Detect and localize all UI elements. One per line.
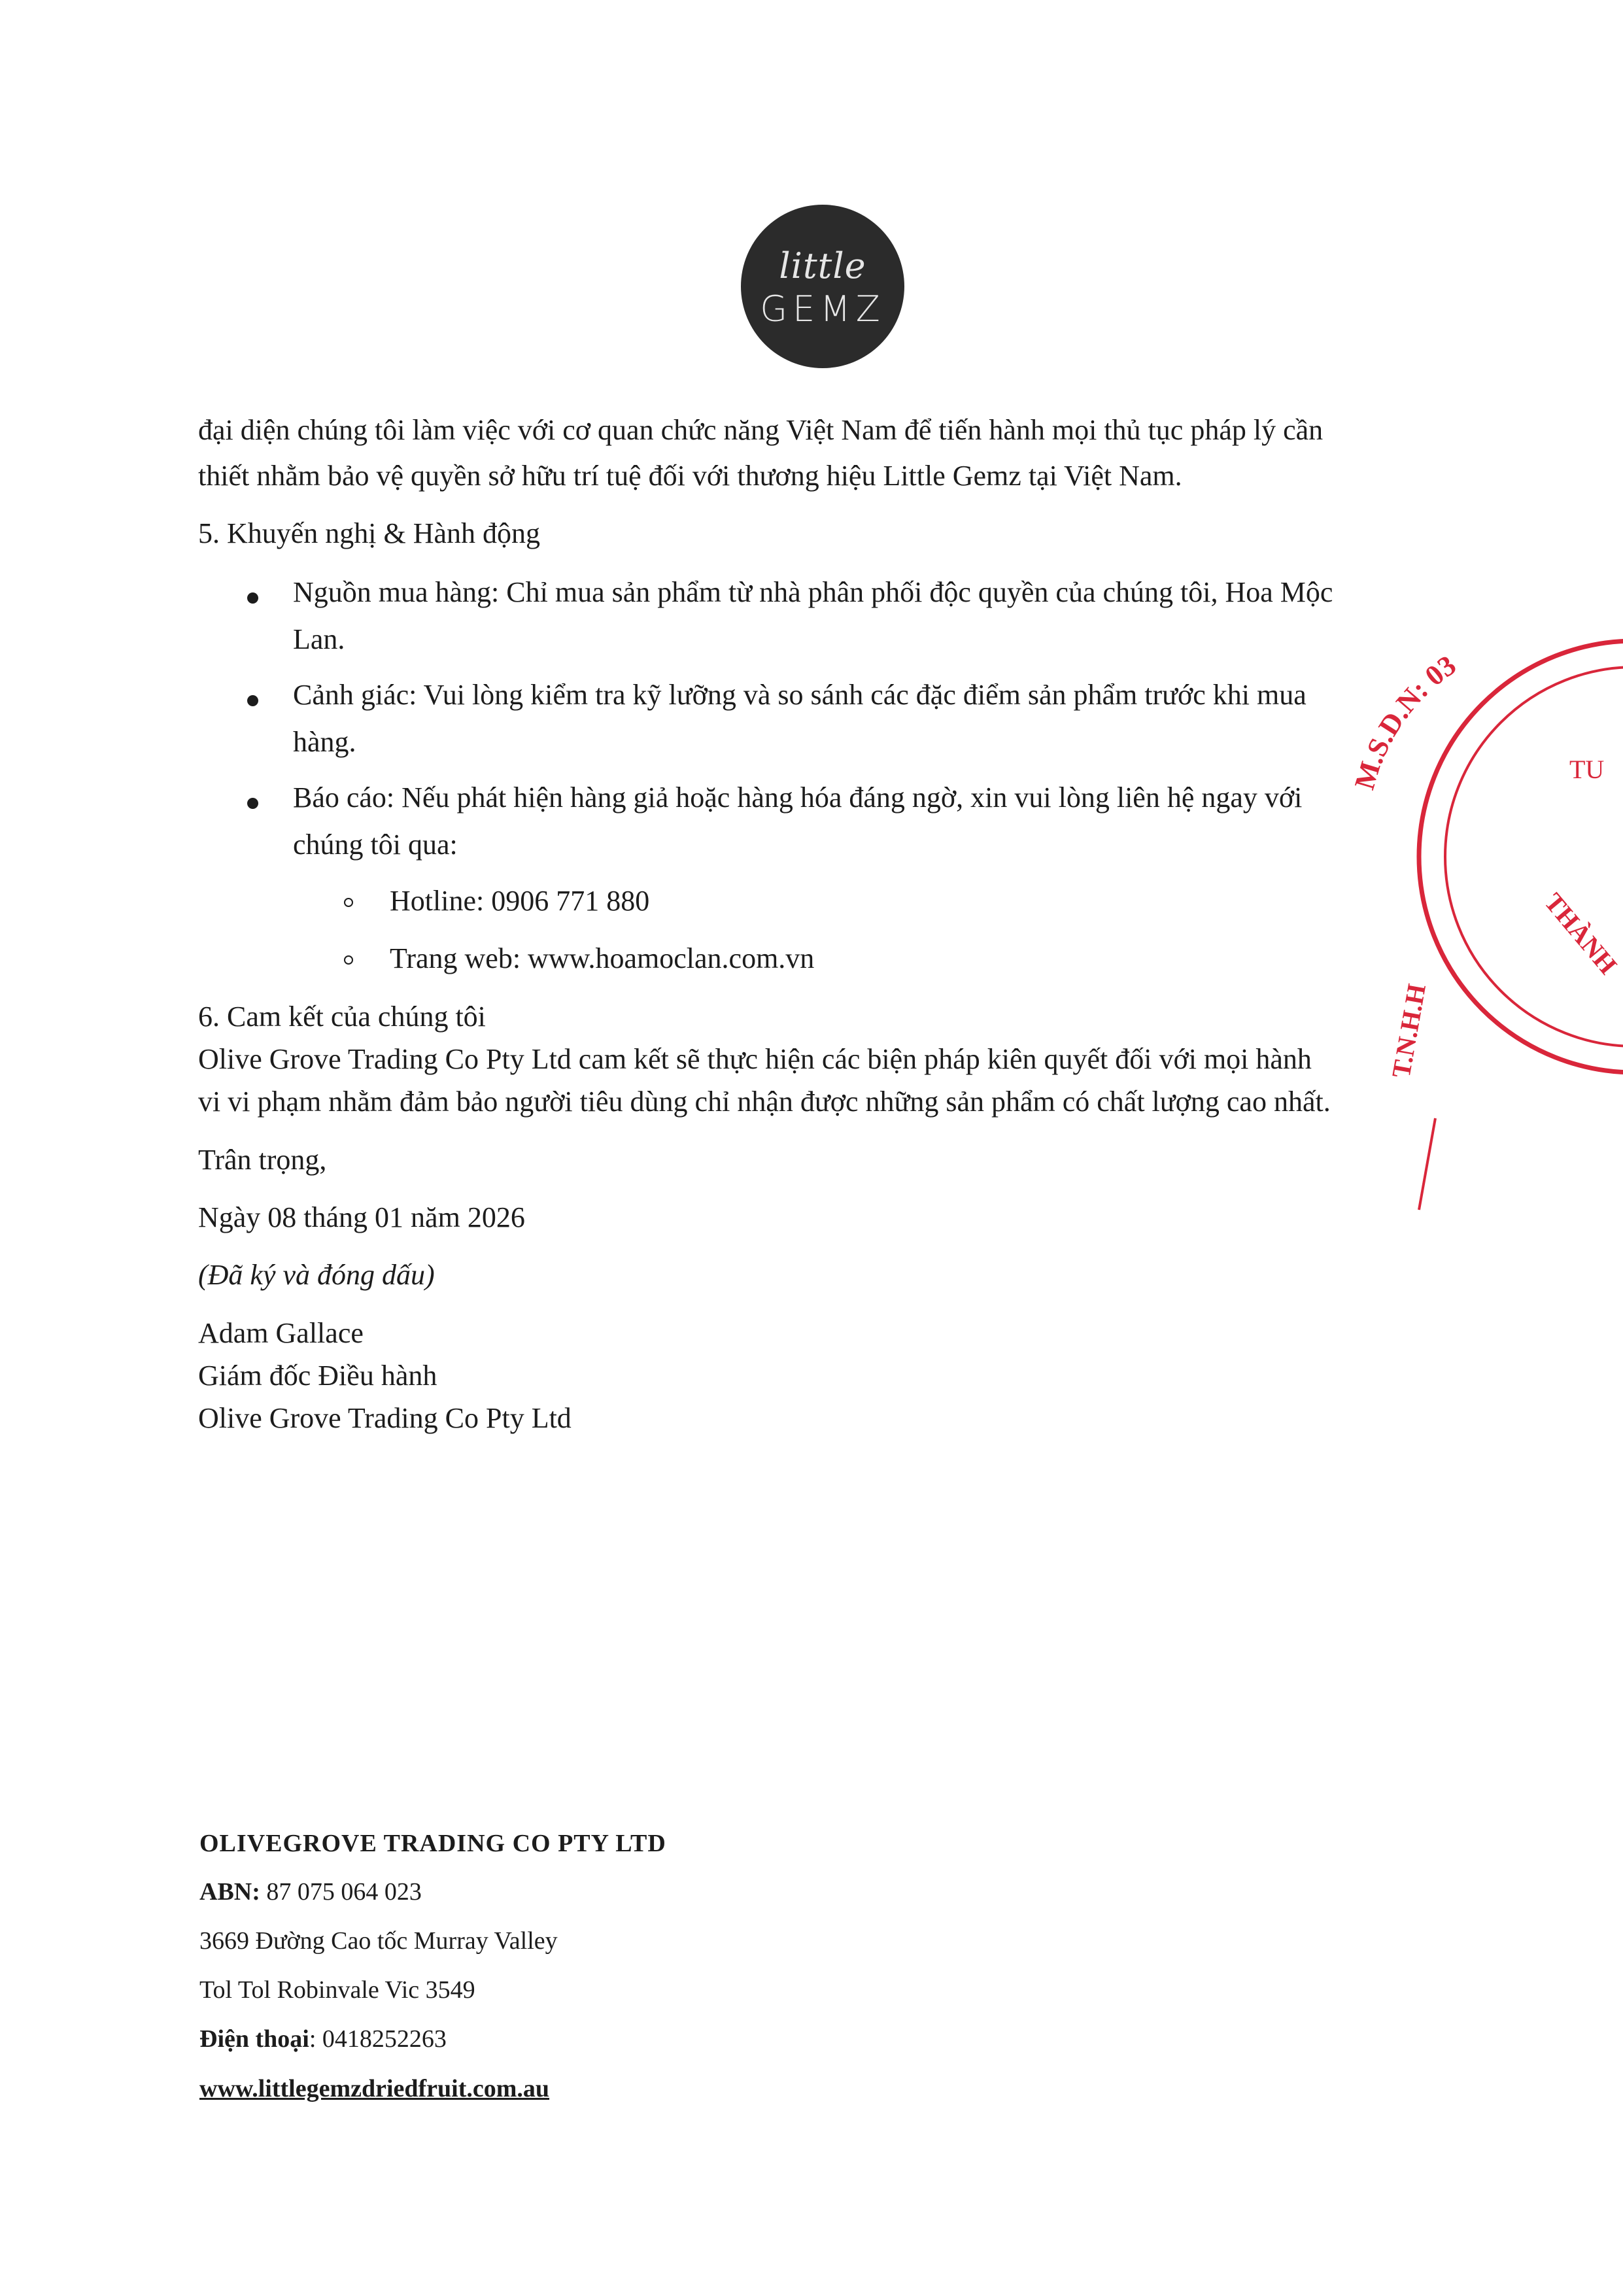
- footer-address-2: Tol Tol Robinvale Vic 3549: [199, 1976, 475, 2004]
- footer-company: OLIVEGROVE TRADING CO PTY LTD: [199, 1830, 666, 1857]
- abn-value: 87 075 064 023: [260, 1878, 422, 1906]
- circle-bullet-icon: [344, 898, 353, 907]
- logo-word-text: GEMZ: [760, 288, 885, 330]
- section5-heading: 5. Khuyến nghị & Hành động: [198, 517, 541, 549]
- bullet-caution-line-2: hàng.: [293, 726, 356, 758]
- bullet-caution-line-1: Cảnh giác: Vui lòng kiểm tra kỹ lưỡng và so sánh các đặc điểm sản phẩm trước khi mua: [293, 679, 1307, 711]
- little-gemz-logo: [741, 205, 904, 368]
- bullet-report-line-2: chúng tôi qua:: [293, 829, 458, 861]
- signer-company: Olive Grove Trading Co Pty Ltd: [198, 1402, 572, 1434]
- bullet-dot-icon: [247, 798, 258, 809]
- section6-heading: 6. Cam kết của chúng tôi: [198, 1001, 486, 1033]
- footer-abn: [199, 1879, 422, 1904]
- bullet-source-line-1: Nguồn mua hàng: Chỉ mua sản phẩm từ nhà phân phối độc quyền của chúng tôi, Hoa Mộc: [293, 576, 1333, 608]
- stamp-text-top: M.S.D.N: 03: [1348, 649, 1462, 793]
- stamp-text-mid: TU: [1569, 755, 1605, 784]
- hotline-text: Hotline: 0906 771 880: [390, 885, 650, 917]
- bullet-dot-icon: [247, 695, 258, 706]
- stamp-text-lower: T.N.H.H: [1386, 982, 1432, 1080]
- circle-bullet-icon: [344, 955, 353, 965]
- phone-value: : 0418252263: [309, 2025, 447, 2053]
- section6-line-2: vi vi phạm nhằm đảm bảo người tiêu dùng chỉ nhận được những sản phẩm có chất lượng cao nhất.: [198, 1086, 1331, 1118]
- logo-script-text: little: [779, 245, 866, 286]
- closing-date: Ngày 08 tháng 01 năm 2026: [198, 1201, 525, 1233]
- abn-label: ABN:: [199, 1878, 260, 1906]
- footer-address-1: 3669 Đường Cao tốc Murray Valley: [199, 1927, 558, 1955]
- signer-title: Giám đốc Điều hành: [198, 1360, 437, 1392]
- footer-phone: [199, 2027, 447, 2051]
- footer-website-link[interactable]: www.littlegemzdriedfruit.com.au: [199, 2075, 550, 2102]
- bullet-dot-icon: [247, 592, 258, 604]
- signed-note: (Đã ký và đóng dấu): [198, 1259, 435, 1291]
- intro-line-1: đại diện chúng tôi làm việc với cơ quan chức năng Việt Nam để tiến hành mọi thủ tục pháp lý cần: [198, 414, 1324, 446]
- intro-line-2: thiết nhằm bảo vệ quyền sở hữu trí tuệ đối với thương hiệu Little Gemz tại Việt Nam.: [198, 460, 1182, 492]
- closing-regards: Trân trọng,: [198, 1144, 327, 1176]
- stamp-text-bottom: THÀNH: [1539, 887, 1623, 980]
- bullet-source-line-2: Lan.: [293, 623, 345, 655]
- section6-line-1: Olive Grove Trading Co Pty Ltd cam kết sẽ thực hiện các biện pháp kiên quyết đối với mọi hành: [198, 1043, 1312, 1075]
- phone-label: Điện thoại: [199, 2025, 309, 2053]
- website-text: Trang web: www.hoamoclan.com.vn: [390, 942, 815, 974]
- signer-name: Adam Gallace: [198, 1317, 364, 1349]
- company-seal-stamp: [1347, 621, 1623, 1249]
- bullet-report-line-1: Báo cáo: Nếu phát hiện hàng giả hoặc hàng hóa đáng ngờ, xin vui lòng liên hệ ngay với: [293, 781, 1303, 814]
